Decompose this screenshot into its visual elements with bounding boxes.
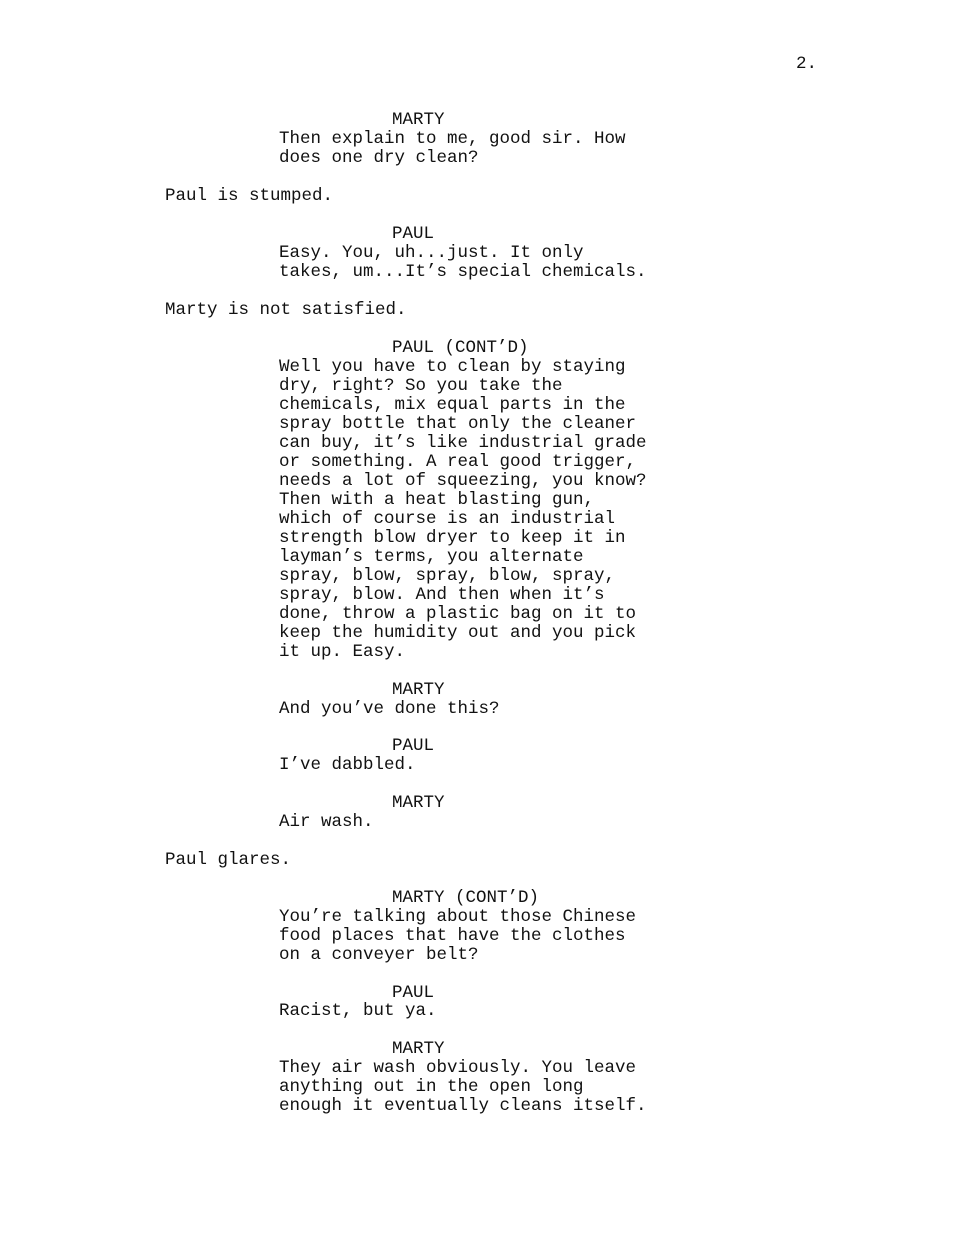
action-line: Marty is not satisfied.: [165, 300, 407, 320]
character-name: MARTY: [392, 110, 445, 130]
dialogue-line: takes, um...It’s special chemicals.: [279, 262, 647, 282]
dialogue-line: needs a lot of squeezing, you know?: [279, 471, 647, 491]
action-line: Paul glares.: [165, 850, 292, 870]
dialogue-line: spray bottle that only the cleaner: [279, 414, 637, 434]
dialogue-line: dry, right? So you take the: [279, 376, 563, 396]
dialogue-line: or something. A real good trigger,: [279, 452, 637, 472]
character-name: MARTY: [392, 793, 445, 813]
dialogue-line: You’re talking about those Chinese: [279, 907, 637, 927]
dialogue-line: Racist, but ya.: [279, 1001, 437, 1021]
dialogue-line: done, throw a plastic bag on it to: [279, 604, 637, 624]
action-line: Paul is stumped.: [165, 186, 334, 206]
dialogue-line: They air wash obviously. You leave: [279, 1058, 637, 1078]
dialogue-line: spray, blow. And then when it’s: [279, 585, 605, 605]
dialogue-line: anything out in the open long: [279, 1077, 584, 1097]
page-number: 2.: [796, 54, 818, 74]
character-name: PAUL (CONT’D): [392, 338, 529, 358]
dialogue-line: can buy, it’s like industrial grade: [279, 433, 647, 453]
dialogue-line: it up. Easy.: [279, 642, 406, 662]
dialogue-line: Then explain to me, good sir. How: [279, 129, 626, 149]
dialogue-line: which of course is an industrial: [279, 509, 616, 529]
dialogue-line: keep the humidity out and you pick: [279, 623, 637, 643]
dialogue-line: on a conveyer belt?: [279, 945, 479, 965]
dialogue-line: food places that have the clothes: [279, 926, 626, 946]
dialogue-line: Easy. You, uh...just. It only: [279, 243, 584, 263]
character-name: PAUL: [392, 983, 435, 1003]
character-name: PAUL: [392, 224, 435, 244]
dialogue-line: Then with a heat blasting gun,: [279, 490, 595, 510]
character-name: PAUL: [392, 736, 435, 756]
dialogue-line: enough it eventually cleans itself.: [279, 1096, 647, 1116]
dialogue-line: I’ve dabbled.: [279, 755, 416, 775]
character-name: MARTY (CONT’D): [392, 888, 540, 908]
character-name: MARTY: [392, 680, 445, 700]
dialogue-line: And you’ve done this?: [279, 699, 500, 719]
dialogue-line: chemicals, mix equal parts in the: [279, 395, 626, 415]
dialogue-line: does one dry clean?: [279, 148, 479, 168]
dialogue-line: spray, blow, spray, blow, spray,: [279, 566, 616, 586]
dialogue-line: Well you have to clean by staying: [279, 357, 626, 377]
character-name: MARTY: [392, 1039, 445, 1059]
dialogue-line: layman’s terms, you alternate: [279, 547, 584, 567]
dialogue-line: Air wash.: [279, 812, 374, 832]
dialogue-line: strength blow dryer to keep it in: [279, 528, 626, 548]
